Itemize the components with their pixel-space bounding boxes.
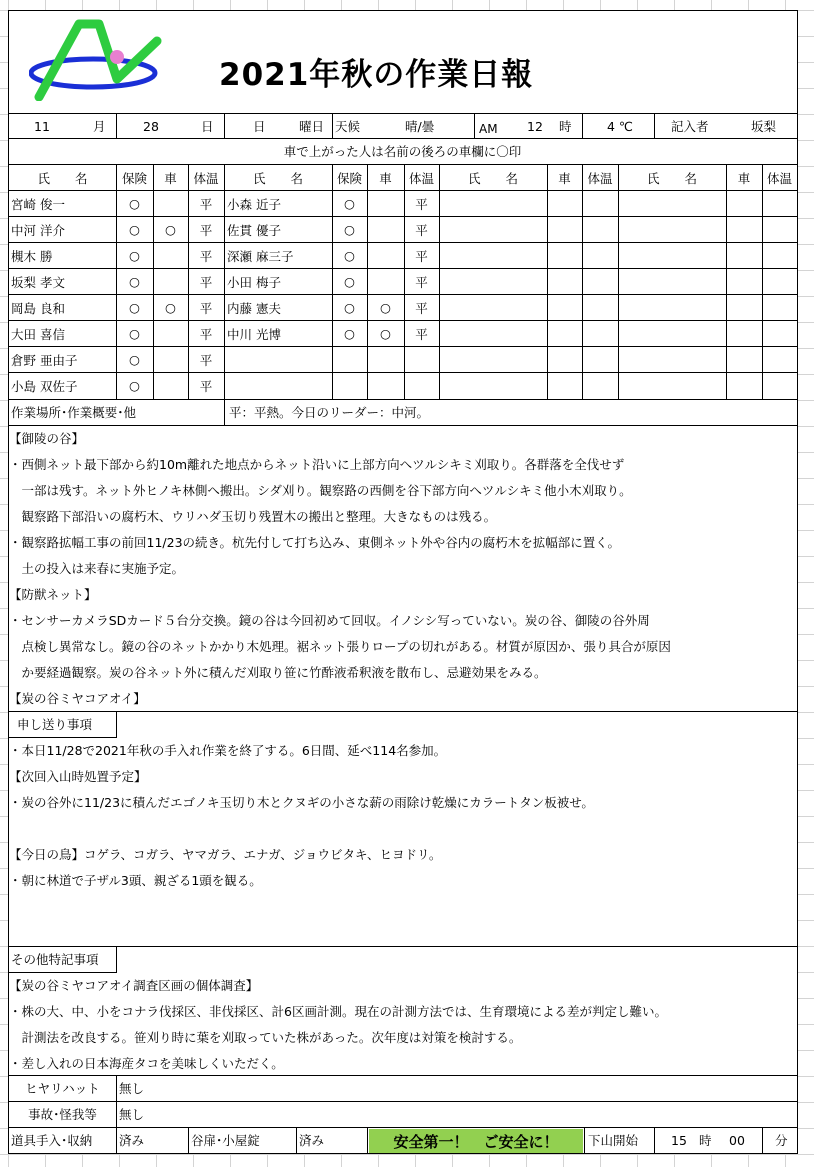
member-insurance: ○: [129, 222, 140, 237]
member-car: [153, 347, 188, 372]
work-line: 点検し異常なし。鏡の谷のネットかかり木処理。裾ネット張りロープの切れがある。材質が原因か、張り具合が原因: [9, 639, 671, 654]
member-car: [153, 243, 188, 268]
member-name: 小森 近子: [227, 196, 281, 212]
member-name: 中川 光博: [227, 326, 281, 342]
member-name: 倉野 亜由子: [11, 352, 78, 368]
handover-label: 申し送り事項: [17, 717, 93, 732]
member-insurance: ○: [344, 274, 355, 289]
work-line: 土の投入は来春に実施予定。: [9, 561, 185, 576]
other-line: ・差し入れの日本海産タコを美味しくいただく。: [9, 1056, 284, 1071]
other-line: 計測法を改良する。笹刈り時に葉を刈取っていた株があった。次年度は対策を検討する。: [9, 1030, 522, 1045]
member-temp: 平: [415, 248, 428, 264]
member-name: 坂梨 孝文: [11, 274, 65, 290]
header-insurance-2: 保険: [336, 170, 362, 186]
header-name-3: 氏 名: [467, 170, 518, 186]
tools-value: 済み: [119, 1133, 145, 1148]
member-car: [367, 243, 404, 268]
member-car: [367, 217, 404, 242]
weekday-label: 曜日: [299, 119, 325, 134]
member-temp: 平: [199, 378, 213, 394]
recorder-label: 記入者: [671, 119, 709, 134]
member-insurance: ○: [129, 274, 140, 289]
safety-banner: 安全第一！ ご安全に！: [369, 1129, 583, 1153]
member-temp: 平: [415, 326, 428, 342]
member-temp: 平: [415, 300, 428, 316]
member-insurance: ○: [129, 248, 140, 263]
member-car: [153, 269, 188, 294]
day-value: 28: [143, 119, 159, 134]
work-line: 観察路下部沿いの腐朽木、ウリハダ玉切り残置木の搬出と整理。大きなものは残る。: [9, 509, 497, 524]
member-temp: 平: [199, 274, 213, 290]
descent-hour: 15: [671, 1133, 687, 1148]
member-name: 中河 洋介: [11, 222, 65, 238]
header-temp-1: 体温: [193, 170, 219, 186]
other-line: 【炭の谷ミヤコアオイ調査区画の個体調査】: [9, 978, 259, 993]
member-car: [367, 191, 404, 216]
member-name: 佐貫 優子: [227, 222, 281, 238]
work-line: ・観察路拡幅工事の前回11/23の続き。杭先付して打ち込み、東側ネット外や谷内の腐朽木を拡幅部に置く。: [9, 535, 621, 550]
header-car-1: 車: [164, 170, 177, 186]
work-line: か要経過観察。炭の谷ネット外に積んだ刈取り笹に竹酢液希釈液を散布し、忌避効果をみる。: [9, 665, 547, 680]
header-temp-3: 体温: [587, 170, 613, 186]
work-note: 平：平熱。今日のリーダー：中河。: [229, 405, 430, 420]
other-label: その他特記事項: [11, 952, 99, 967]
member-temp: 平: [415, 222, 428, 238]
header-insurance-1: 保険: [121, 170, 147, 186]
member-temp: 平: [199, 248, 213, 264]
work-line: 【炭の谷ミヤコアオイ】: [9, 691, 146, 706]
gate-value: 済み: [299, 1133, 325, 1148]
hour-value: 12: [527, 119, 543, 134]
near-miss-value: 無し: [119, 1081, 145, 1096]
gate-label: 谷扉･小屋錠: [191, 1133, 260, 1148]
header-temp-4: 体温: [766, 170, 792, 186]
member-car: ○: [380, 300, 391, 315]
member-car: [153, 191, 188, 216]
temperature-value: 4 ℃: [607, 119, 633, 134]
tools-label: 道具手入･収納: [11, 1133, 93, 1148]
member-name: 大田 喜信: [11, 326, 65, 342]
member-insurance: ○: [344, 326, 355, 341]
member-temp: 平: [415, 196, 428, 212]
member-insurance: ○: [129, 352, 140, 367]
member-car: [153, 321, 188, 346]
page-title: 2021年秋の作業日報: [219, 57, 534, 93]
other-line: ・株の大、中、小をコナラ伐採区、非伐採区、計6区画計測。現在の計測方法では、生育環境による差が判定し難い。: [9, 1004, 667, 1019]
descent-label: 下山開始: [588, 1133, 639, 1148]
header-name-2: 氏 名: [252, 170, 303, 186]
member-temp: 平: [199, 326, 213, 342]
daily-report-sheet: [8, 10, 798, 1154]
hour-unit: 時: [559, 119, 572, 134]
member-insurance: ○: [129, 300, 140, 315]
handover-line: 【今日の鳥】コゲラ、コガラ、ヤマガラ、エナガ、ジョウビタキ、ヒヨドリ。: [9, 847, 442, 862]
header-car-2: 車: [379, 170, 392, 186]
member-car: ○: [165, 222, 176, 237]
car-notice: 車で上がった人は名前の後ろの車欄に〇印: [283, 144, 522, 159]
work-line: 【防獣ネット】: [9, 587, 97, 602]
ampm-value: AM: [479, 122, 498, 136]
work-line: ・センサーカメラSDカード５台分交換。鏡の谷は今回初めて回収。イノシシ写っていない。炭の谷、御陵の谷外周: [9, 613, 650, 628]
member-car: [153, 373, 188, 398]
member-name: 小田 梅子: [227, 274, 281, 290]
accident-label: 事故･怪我等: [28, 1107, 97, 1122]
member-temp: 平: [199, 196, 213, 212]
header-temp-2: 体温: [408, 170, 434, 186]
member-insurance: ○: [344, 248, 355, 263]
member-name: 宮崎 俊一: [11, 196, 65, 212]
handover-line: ・炭の谷外に11/23に積んだエゴノキ玉切り木とクヌギの小さな薪の雨除け乾燥にカラートタン板被せ。: [9, 795, 594, 810]
descent-hour-unit: 時: [699, 1133, 712, 1148]
weekday-value: 日: [253, 119, 266, 134]
member-temp: 平: [415, 274, 428, 290]
member-temp: 平: [199, 222, 213, 238]
header-name-1: 氏 名: [37, 170, 88, 186]
descent-minute: 00: [729, 1133, 745, 1148]
month-unit: 月: [93, 119, 106, 134]
member-name: 槻木 勝: [11, 248, 53, 264]
member-insurance: ○: [344, 300, 355, 315]
header-name-4: 氏 名: [646, 170, 697, 186]
month-value: 11: [34, 119, 50, 134]
day-unit: 日: [201, 119, 214, 134]
member-car: ○: [165, 300, 176, 315]
member-name: 内藤 憲夫: [227, 300, 281, 316]
header-car-3: 車: [558, 170, 571, 186]
weather-label: 天候: [335, 119, 361, 134]
member-name: 岡島 良和: [11, 300, 65, 316]
work-section-label: 作業場所･作業概要･他: [11, 405, 137, 420]
member-car: ○: [380, 326, 391, 341]
member-car: [367, 269, 404, 294]
descent-minute-unit: 分: [775, 1133, 788, 1148]
member-name: 深瀬 麻三子: [227, 248, 294, 264]
work-line: 【御陵の谷】: [9, 431, 85, 446]
accident-value: 無し: [119, 1107, 145, 1122]
handover-line: ・朝に林道で子ザル3頭、親ざる1頭を観る。: [9, 873, 262, 888]
member-insurance: ○: [129, 378, 140, 393]
header-car-4: 車: [737, 170, 751, 186]
weather-value: 晴/曇: [405, 119, 435, 134]
work-line: ・西側ネット最下部から約10m離れた地点からネット沿いに上部方向へツルシキミ刈取り。各群落を全伐せず: [9, 457, 625, 472]
org-logo-icon: [29, 19, 164, 101]
member-temp: 平: [199, 300, 213, 316]
member-name: 小島 双佐子: [11, 378, 78, 394]
member-insurance: ○: [344, 196, 355, 211]
recorder-value: 坂梨: [751, 119, 777, 134]
member-insurance: ○: [344, 222, 355, 237]
work-line: 一部は残す。ネット外ヒノキ林側へ搬出。シダ刈り。観察路の西側を谷下部方向へツルシキミ他小木刈取り。: [9, 483, 632, 498]
member-insurance: ○: [129, 326, 140, 341]
member-insurance: ○: [129, 196, 140, 211]
handover-line: ・本日11/28で2021年秋の手入れ作業を終了する。6日間、延べ114名参加。: [9, 743, 447, 758]
near-miss-label: ヒヤリハット: [25, 1081, 100, 1096]
handover-line: 【次回入山時処置予定】: [9, 769, 147, 784]
member-temp: 平: [199, 352, 213, 368]
